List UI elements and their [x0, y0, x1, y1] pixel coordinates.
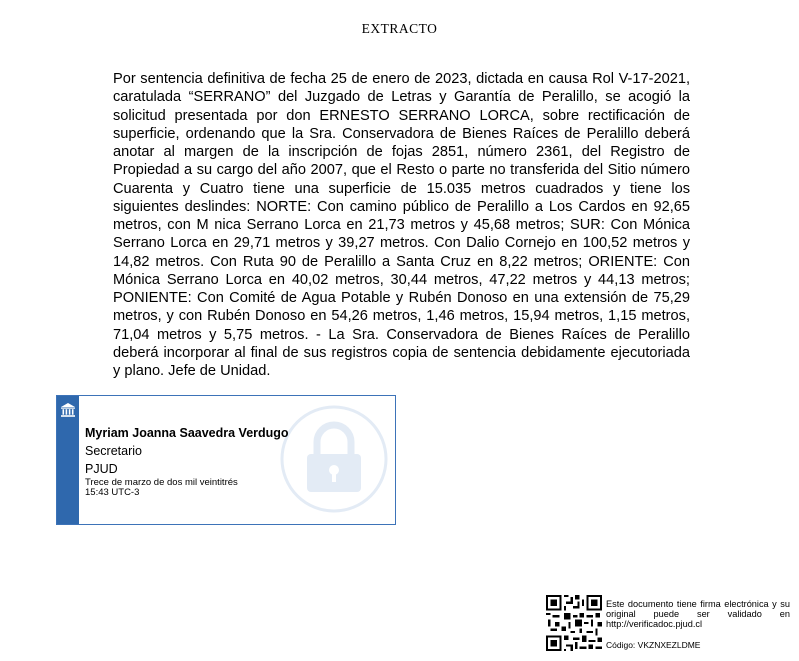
lock-icon [279, 404, 389, 514]
signature-timestamp [85, 478, 238, 498]
qr-code-icon [546, 595, 602, 651]
signature-bar [57, 396, 79, 524]
signature-box [56, 395, 396, 525]
bank-icon [60, 402, 76, 418]
signer-name: Myriam Joanna Saavedra Verdugo [85, 426, 289, 440]
signature-time: 15:43 UTC-3 [85, 487, 140, 498]
verification-notice: Este documento tiene firma electrónica y su original puede ser validado en http://verificadoc.pjud.cl [606, 599, 790, 629]
verification-code: Código: VKZNXEZLDME [606, 640, 701, 650]
document-body: Por sentencia definitiva de fecha 25 de enero de 2023, dictada en causa Rol V-17-2021, caratulada “SERRANO” del Juzgado de Letras y Garantía de Peralillo, se acogió la solicitud presentada por don ERNESTO SERRANO LORCA, sobre rectificación de superficie, ordenando que la Sra. Conservadora de Bienes Raíces de Peralillo deberá anotar al margen de la inscripción de fojas 2851, número 2361, del Registro de Propiedad a su cargo del año 2007, que el Resto o parte no transferida del Sitio número Cuarenta y Cuatro tiene una superficie de 15.035 metros cuadrados y tiene los siguientes deslindes: NORTE: Con camino público de Peralillo a Los Cardos en 92,65 metros, con M nica Serrano Lorca en 21,73 metros y 45,68 metros; SUR: Con Mónica Serrano Lorca en 29,71 metros y 39,27 metros. Con Dalio Cornejo en 100,52 metros y 14,82 metros. Con Ruta 90 de Peralillo a Santa Cruz en 8,22 metros; ORIENTE: Con Mónica Serrano Lorca en 40,02 metros, 30,44 metros, 47,22 metros y 44,13 metros; PONIENTE: Con Comité de Agua Potable y Rubén Donoso en una extensión de 75,29 metros, y con Rubén Donoso en 54,26 metros, 1,46 metros, 15,94 metros, 1,15 metros, 71,04 metros y 5,75 metros. - La Sra. Conservadora de Bienes Raíces de Peralillo deberá incorporar al final de sus registros copia de sentencia debidamente ejecutoriada y plano. Jefe de Unidad. [113, 71, 690, 379]
signature-date: Trece de marzo de dos mil veintitrés [85, 477, 238, 488]
document-title: EXTRACTO [361, 21, 438, 36]
signer-role: Secretario [85, 444, 142, 458]
signer-org: PJUD [85, 462, 118, 476]
